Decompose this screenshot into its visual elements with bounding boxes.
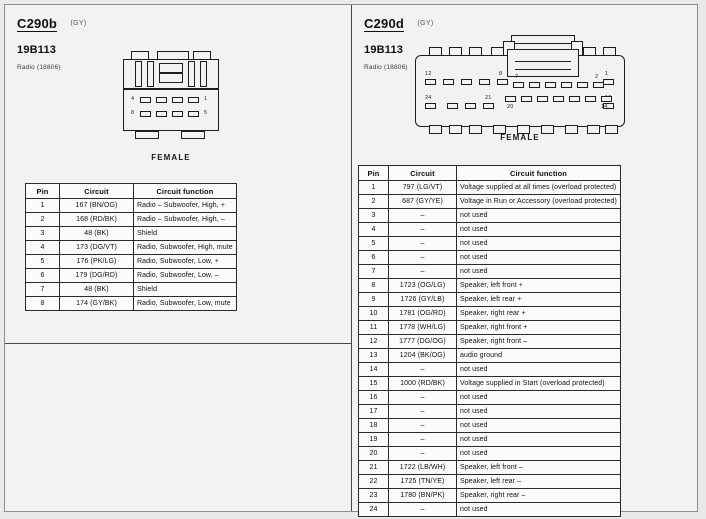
pin-cavity — [497, 79, 508, 85]
document-sheet — [4, 4, 698, 512]
pin-number-7: 7 — [515, 74, 519, 80]
cell-pin: 4 — [26, 241, 60, 255]
pin-number-21: 21 — [485, 95, 492, 101]
pin-cavity — [505, 96, 516, 102]
pin-cavity — [140, 111, 151, 117]
cell-circuit: 1778 (WH/LG) — [389, 321, 457, 335]
cell-circuit: – — [389, 237, 457, 251]
cell-pin: 8 — [26, 297, 60, 311]
cell-circuit-function: Shield — [134, 283, 237, 297]
table-row — [359, 223, 621, 237]
cell-pin: 6 — [359, 251, 389, 265]
cell-circuit-function: not used — [457, 503, 621, 517]
shroud-window-1 — [159, 63, 183, 73]
shroud-rib-3 — [188, 61, 195, 87]
table-row — [359, 209, 621, 223]
pin-cavity — [465, 103, 476, 109]
pin-cavity — [156, 111, 167, 117]
table-row — [359, 335, 621, 349]
left-connector-heading — [17, 15, 339, 33]
cell-circuit: 167 (BN/OG) — [60, 199, 134, 213]
pin-cavity — [483, 103, 494, 109]
cell-circuit-function: Speaker, right rear + — [457, 307, 621, 321]
table-row — [26, 283, 237, 297]
table-row — [359, 447, 621, 461]
pin-cavity — [569, 96, 580, 102]
cell-circuit-function: Radio – Subwoofer, High, + — [134, 199, 237, 213]
cell-circuit: – — [389, 433, 457, 447]
pin-cavity — [479, 79, 490, 85]
pin-cavity — [545, 82, 556, 88]
right-connector-heading — [364, 15, 685, 33]
table-row — [26, 241, 237, 255]
table-row — [359, 475, 621, 489]
cell-pin: 3 — [26, 227, 60, 241]
cell-circuit-function: Radio – Subwoofer, High, – — [134, 213, 237, 227]
cell-pin: 20 — [359, 447, 389, 461]
cell-pin: 22 — [359, 475, 389, 489]
cell-circuit: 1781 (OG/RD) — [389, 307, 457, 321]
cell-circuit: 48 (BK) — [60, 283, 134, 297]
pin-cavity — [188, 111, 199, 117]
pin-number-1: 1 — [204, 96, 208, 102]
table-row — [359, 265, 621, 279]
cell-pin: 13 — [359, 349, 389, 363]
cell-circuit-function: Speaker, right front + — [457, 321, 621, 335]
pin-cavity — [447, 103, 458, 109]
cell-circuit: 1780 (BN/PK) — [389, 489, 457, 503]
table-row — [359, 307, 621, 321]
pin-number-4: 4 — [131, 96, 135, 102]
pin-cavity — [601, 96, 612, 102]
cell-circuit-function: Radio, Subwoofer, Low, – — [134, 269, 237, 283]
table-row — [359, 349, 621, 363]
cell-circuit: 173 (DG/VT) — [60, 241, 134, 255]
cell-circuit-function: not used — [457, 265, 621, 279]
left-pin-table — [25, 183, 237, 311]
cell-circuit-function: Voltage in Run or Accessory (overload protected) — [457, 195, 621, 209]
cell-circuit: 1204 (BK/OG) — [389, 349, 457, 363]
table-row — [26, 297, 237, 311]
left-panel-divider — [5, 343, 351, 344]
table-row — [359, 377, 621, 391]
cell-pin: 14 — [359, 363, 389, 377]
cell-circuit: 1726 (GY/LB) — [389, 293, 457, 307]
cell-circuit-function: not used — [457, 405, 621, 419]
connector-panel-c290b — [5, 5, 352, 511]
housing-foot-left — [135, 131, 159, 139]
table-row — [359, 433, 621, 447]
pin-cavity — [443, 79, 454, 85]
table-row — [359, 405, 621, 419]
pin-number-20: 20 — [507, 104, 514, 110]
cell-circuit: 687 (GY/YE) — [389, 195, 457, 209]
cell-pin: 2 — [359, 195, 389, 209]
shroud-rib-2 — [147, 61, 154, 87]
cell-pin: 11 — [359, 321, 389, 335]
cell-pin: 4 — [359, 223, 389, 237]
cell-circuit-function: not used — [457, 419, 621, 433]
left-component-name: Radio (18806) — [17, 64, 61, 71]
right-pin-table — [358, 165, 621, 517]
header-circuit-function: Circuit function — [457, 166, 621, 181]
cell-circuit-function: Speaker, left rear – — [457, 475, 621, 489]
right-component-name: Radio (18806) — [364, 64, 408, 71]
pin-cavity — [521, 96, 532, 102]
keyway-line — [515, 61, 571, 62]
pin-number-14: 14 — [601, 104, 608, 110]
cell-pin: 24 — [359, 503, 389, 517]
cell-pin: 23 — [359, 489, 389, 503]
shroud-rib-1 — [135, 61, 142, 87]
table-row — [359, 503, 621, 517]
cell-circuit-function: not used — [457, 447, 621, 461]
pin-number-8: 8 — [499, 71, 503, 77]
header-circuit: Circuit — [389, 166, 457, 181]
pin-cavity — [593, 82, 604, 88]
left-part-number: 19B113 — [17, 44, 57, 56]
cell-circuit-function: Voltage supplied in Start (overload protected) — [457, 377, 621, 391]
pin-number-24: 24 — [425, 95, 432, 101]
cell-circuit-function: audio ground — [457, 349, 621, 363]
pin-cavity — [188, 97, 199, 103]
left-connector-color: (GY) — [70, 20, 87, 27]
right-connector-id: C290d — [364, 16, 405, 31]
header-circuit-function: Circuit function — [134, 184, 237, 199]
cell-circuit: 176 (PK/LG) — [60, 255, 134, 269]
table-row — [359, 293, 621, 307]
table-row — [26, 227, 237, 241]
housing-foot-right — [181, 131, 205, 139]
table-row — [359, 195, 621, 209]
cell-pin: 6 — [26, 269, 60, 283]
pin-cavity — [140, 97, 151, 103]
header-pin: Pin — [26, 184, 60, 199]
table-row — [26, 269, 237, 283]
pin-number-12: 12 — [425, 71, 432, 77]
pin-cavity — [425, 79, 436, 85]
table-row — [26, 213, 237, 227]
pin-cavity — [461, 79, 472, 85]
cell-circuit: 1777 (DG/OG) — [389, 335, 457, 349]
table-header-row — [26, 184, 237, 199]
cell-pin: 2 — [26, 213, 60, 227]
cell-circuit: – — [389, 419, 457, 433]
pin-cavity — [156, 97, 167, 103]
cell-pin: 5 — [359, 237, 389, 251]
table-row — [359, 181, 621, 195]
cell-circuit-function: Speaker, right front – — [457, 335, 621, 349]
table-row — [26, 199, 237, 213]
table-row — [359, 237, 621, 251]
pin-number-1: 1 — [605, 71, 609, 77]
cell-circuit: 1000 (RD/BK) — [389, 377, 457, 391]
right-part-number: 19B113 — [364, 44, 404, 56]
shroud-rib-4 — [200, 61, 207, 87]
cell-pin: 15 — [359, 377, 389, 391]
table-row — [26, 255, 237, 269]
cell-pin: 3 — [359, 209, 389, 223]
cell-circuit-function: not used — [457, 223, 621, 237]
center-keyway-block — [507, 49, 579, 77]
cell-circuit: 174 (GY/BK) — [60, 297, 134, 311]
pin-cavity — [577, 82, 588, 88]
cell-pin: 1 — [359, 181, 389, 195]
cell-circuit: – — [389, 503, 457, 517]
cell-pin: 18 — [359, 419, 389, 433]
pin-cavity — [172, 111, 183, 117]
pin-cavity — [513, 82, 524, 88]
cell-circuit-function: not used — [457, 363, 621, 377]
cell-circuit-function: Radio, Subwoofer, High, mute — [134, 241, 237, 255]
cell-circuit-function: not used — [457, 391, 621, 405]
keyway-line — [515, 69, 571, 70]
cell-circuit-function: Radio, Subwoofer, Low, + — [134, 255, 237, 269]
cell-circuit-function: Radio, Subwoofer, Low, mute — [134, 297, 237, 311]
cell-circuit-function: not used — [457, 433, 621, 447]
pin-cavity — [425, 103, 436, 109]
right-table-body — [359, 181, 621, 517]
right-connector-color: (GY) — [417, 20, 434, 27]
left-connector-id: C290b — [17, 16, 58, 31]
latch-bar — [511, 35, 575, 44]
cell-circuit: 1723 (OG/LG) — [389, 279, 457, 293]
table-row — [359, 251, 621, 265]
pin-cavity — [585, 96, 596, 102]
table-row — [359, 419, 621, 433]
pin-cavity — [172, 97, 183, 103]
cell-circuit-function: not used — [457, 237, 621, 251]
cell-circuit-function: Speaker, left front + — [457, 279, 621, 293]
pin-cavity — [603, 79, 614, 85]
cell-circuit: – — [389, 391, 457, 405]
cell-pin: 9 — [359, 293, 389, 307]
pin-number-8: 8 — [131, 110, 135, 116]
table-row — [359, 489, 621, 503]
cell-circuit-function: Shield — [134, 227, 237, 241]
cell-pin: 7 — [359, 265, 389, 279]
cell-pin: 5 — [26, 255, 60, 269]
cell-pin: 17 — [359, 405, 389, 419]
cell-circuit: 48 (BK) — [60, 227, 134, 241]
table-row — [359, 279, 621, 293]
cell-pin: 7 — [26, 283, 60, 297]
pin-cavity — [529, 82, 540, 88]
cell-circuit: – — [389, 405, 457, 419]
shroud-window-2 — [159, 73, 183, 83]
cell-circuit-function: not used — [457, 209, 621, 223]
table-row — [359, 321, 621, 335]
cell-circuit: 179 (DG/RD) — [60, 269, 134, 283]
cell-circuit-function: Speaker, left front – — [457, 461, 621, 475]
cell-circuit: – — [389, 447, 457, 461]
cell-circuit: 1722 (LB/WH) — [389, 461, 457, 475]
right-pin-table-wrapper — [358, 165, 688, 517]
table-row — [359, 363, 621, 377]
table-header-row — [359, 166, 621, 181]
pin-cavity — [553, 96, 564, 102]
cell-pin: 10 — [359, 307, 389, 321]
cell-circuit: – — [389, 209, 457, 223]
left-pin-table-wrapper — [25, 183, 335, 311]
pin-number-5: 5 — [204, 110, 208, 116]
cell-circuit: – — [389, 223, 457, 237]
table-row — [359, 391, 621, 405]
cell-pin: 8 — [359, 279, 389, 293]
connector-panel-c290d — [352, 5, 697, 511]
pin-cavity — [537, 96, 548, 102]
left-table-body — [26, 199, 237, 311]
cell-circuit-function: not used — [457, 251, 621, 265]
cell-circuit-function: Speaker, right rear – — [457, 489, 621, 503]
cell-circuit: – — [389, 363, 457, 377]
pin-number-2: 2 — [595, 74, 599, 80]
cell-circuit: 797 (LG/VT) — [389, 181, 457, 195]
left-gender-label: FEMALE — [151, 153, 191, 162]
cell-pin: 16 — [359, 391, 389, 405]
cell-circuit: 168 (RD/BK) — [60, 213, 134, 227]
cell-pin: 1 — [26, 199, 60, 213]
cell-circuit-function: Speaker, left rear + — [457, 293, 621, 307]
cell-pin: 19 — [359, 433, 389, 447]
cell-pin: 12 — [359, 335, 389, 349]
cell-circuit: 1725 (TN/YE) — [389, 475, 457, 489]
right-gender-label: FEMALE — [500, 133, 540, 142]
pin-cavity — [561, 82, 572, 88]
table-row — [359, 461, 621, 475]
header-pin: Pin — [359, 166, 389, 181]
cell-circuit: – — [389, 251, 457, 265]
cell-circuit: – — [389, 265, 457, 279]
cell-pin: 21 — [359, 461, 389, 475]
cell-circuit-function: Voltage supplied at all times (overload protected) — [457, 181, 621, 195]
header-circuit: Circuit — [60, 184, 134, 199]
